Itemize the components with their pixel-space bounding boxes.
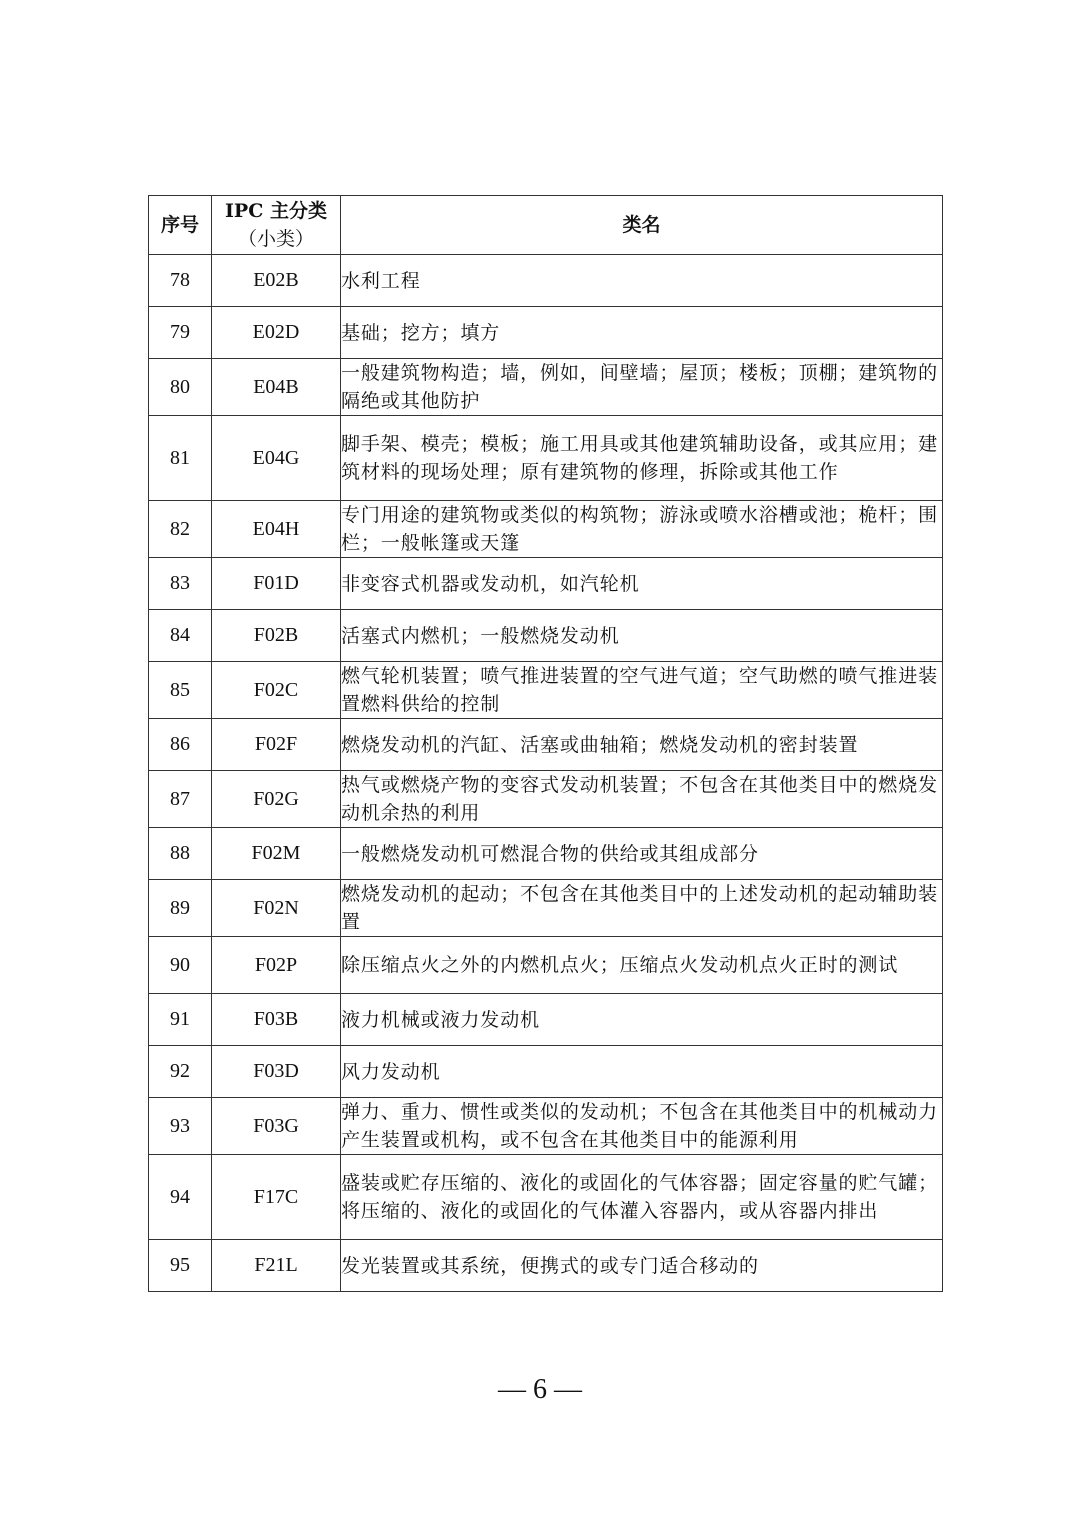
- table-row: [149, 1155, 943, 1240]
- row-class-name: 非变容式机器或发动机，如汽轮机: [341, 558, 943, 610]
- table-row: [149, 937, 943, 994]
- table-row: [149, 307, 943, 359]
- row-ipc-code: F17C: [212, 1155, 341, 1240]
- row-class-name: 燃气轮机装置；喷气推进装置的空气进气道；空气助燃的喷气推进装置燃料供给的控制: [341, 662, 943, 719]
- row-ipc-code: E04G: [212, 416, 341, 501]
- header-ipc-class: [212, 196, 341, 255]
- row-class-name: 脚手架、模壳；模板；施工用具或其他建筑辅助设备，或其应用；建筑材料的现场处理；原有建筑物的修理，拆除或其他工作: [341, 416, 943, 501]
- row-serial-number: 81: [149, 416, 212, 501]
- page-number: — 6 —: [498, 1374, 582, 1405]
- row-ipc-code: F02N: [212, 880, 341, 937]
- table-row: [149, 558, 943, 610]
- row-serial-number: 92: [149, 1046, 212, 1098]
- table-body: [149, 255, 943, 1292]
- table-row: [149, 255, 943, 307]
- row-ipc-code: E04H: [212, 501, 341, 558]
- table-row: [149, 662, 943, 719]
- row-serial-number: 82: [149, 501, 212, 558]
- row-serial-number: 80: [149, 359, 212, 416]
- row-serial-number: 91: [149, 994, 212, 1046]
- row-ipc-code: F02B: [212, 610, 341, 662]
- row-ipc-code: F03G: [212, 1098, 341, 1155]
- table-row: [149, 416, 943, 501]
- table-row: [149, 880, 943, 937]
- row-serial-number: 89: [149, 880, 212, 937]
- header-serial-number: 序号: [149, 196, 212, 255]
- ipc-classification-table: [148, 195, 943, 1292]
- row-ipc-code: E02D: [212, 307, 341, 359]
- row-class-name: 燃烧发动机的起动；不包含在其他类目中的上述发动机的起动辅助装置: [341, 880, 943, 937]
- table-row: [149, 1098, 943, 1155]
- row-class-name: 水利工程: [341, 255, 943, 307]
- table-row: [149, 1240, 943, 1292]
- row-ipc-code: F21L: [212, 1240, 341, 1292]
- table-row: [149, 359, 943, 416]
- row-class-name: 一般燃烧发动机可燃混合物的供给或其组成部分: [341, 828, 943, 880]
- row-ipc-code: E02B: [212, 255, 341, 307]
- row-serial-number: 79: [149, 307, 212, 359]
- table-row: [149, 610, 943, 662]
- row-serial-number: 95: [149, 1240, 212, 1292]
- header-class-name: 类名: [341, 196, 943, 255]
- row-class-name: 一般建筑物构造；墙，例如，间壁墙；屋顶；楼板；顶棚；建筑物的隔绝或其他防护: [341, 359, 943, 416]
- row-class-name: 风力发动机: [341, 1046, 943, 1098]
- row-serial-number: 78: [149, 255, 212, 307]
- row-serial-number: 87: [149, 771, 212, 828]
- row-serial-number: 90: [149, 937, 212, 994]
- header-ipc-class-line2: （小类）: [237, 228, 314, 250]
- row-ipc-code: F01D: [212, 558, 341, 610]
- row-class-name: 热气或燃烧产物的变容式发动机装置；不包含在其他类目中的燃烧发动机余热的利用: [341, 771, 943, 828]
- row-serial-number: 88: [149, 828, 212, 880]
- row-class-name: 盛装或贮存压缩的、液化的或固化的气体容器；固定容量的贮气罐；将压缩的、液化的或固化的气体灌入容器内，或从容器内排出: [341, 1155, 943, 1240]
- header-ipc-class-line1: IPC 主分类: [225, 200, 327, 222]
- row-serial-number: 84: [149, 610, 212, 662]
- row-class-name: 专门用途的建筑物或类似的构筑物；游泳或喷水浴槽或池；桅杆；围栏；一般帐篷或天篷: [341, 501, 943, 558]
- row-serial-number: 94: [149, 1155, 212, 1240]
- row-ipc-code: F02F: [212, 719, 341, 771]
- row-ipc-code: F02P: [212, 937, 341, 994]
- row-class-name: 活塞式内燃机；一般燃烧发动机: [341, 610, 943, 662]
- row-ipc-code: F02M: [212, 828, 341, 880]
- row-ipc-code: F02G: [212, 771, 341, 828]
- row-class-name: 基础；挖方；填方: [341, 307, 943, 359]
- table-row: [149, 719, 943, 771]
- row-ipc-code: F03B: [212, 994, 341, 1046]
- table-row: [149, 771, 943, 828]
- table-header-row: [149, 196, 943, 255]
- row-ipc-code: F03D: [212, 1046, 341, 1098]
- row-class-name: 燃烧发动机的汽缸、活塞或曲轴箱；燃烧发动机的密封装置: [341, 719, 943, 771]
- row-class-name: 弹力、重力、惯性或类似的发动机；不包含在其他类目中的机械动力产生装置或机构，或不包含在其他类目中的能源利用: [341, 1098, 943, 1155]
- row-serial-number: 86: [149, 719, 212, 771]
- table-row: [149, 828, 943, 880]
- row-serial-number: 85: [149, 662, 212, 719]
- row-class-name: 液力机械或液力发动机: [341, 994, 943, 1046]
- table-row: [149, 994, 943, 1046]
- row-class-name: 发光装置或其系统，便携式的或专门适合移动的: [341, 1240, 943, 1292]
- table-row: [149, 501, 943, 558]
- row-class-name: 除压缩点火之外的内燃机点火；压缩点火发动机点火正时的测试: [341, 937, 943, 994]
- table-row: [149, 1046, 943, 1098]
- row-ipc-code: E04B: [212, 359, 341, 416]
- row-serial-number: 93: [149, 1098, 212, 1155]
- row-serial-number: 83: [149, 558, 212, 610]
- row-ipc-code: F02C: [212, 662, 341, 719]
